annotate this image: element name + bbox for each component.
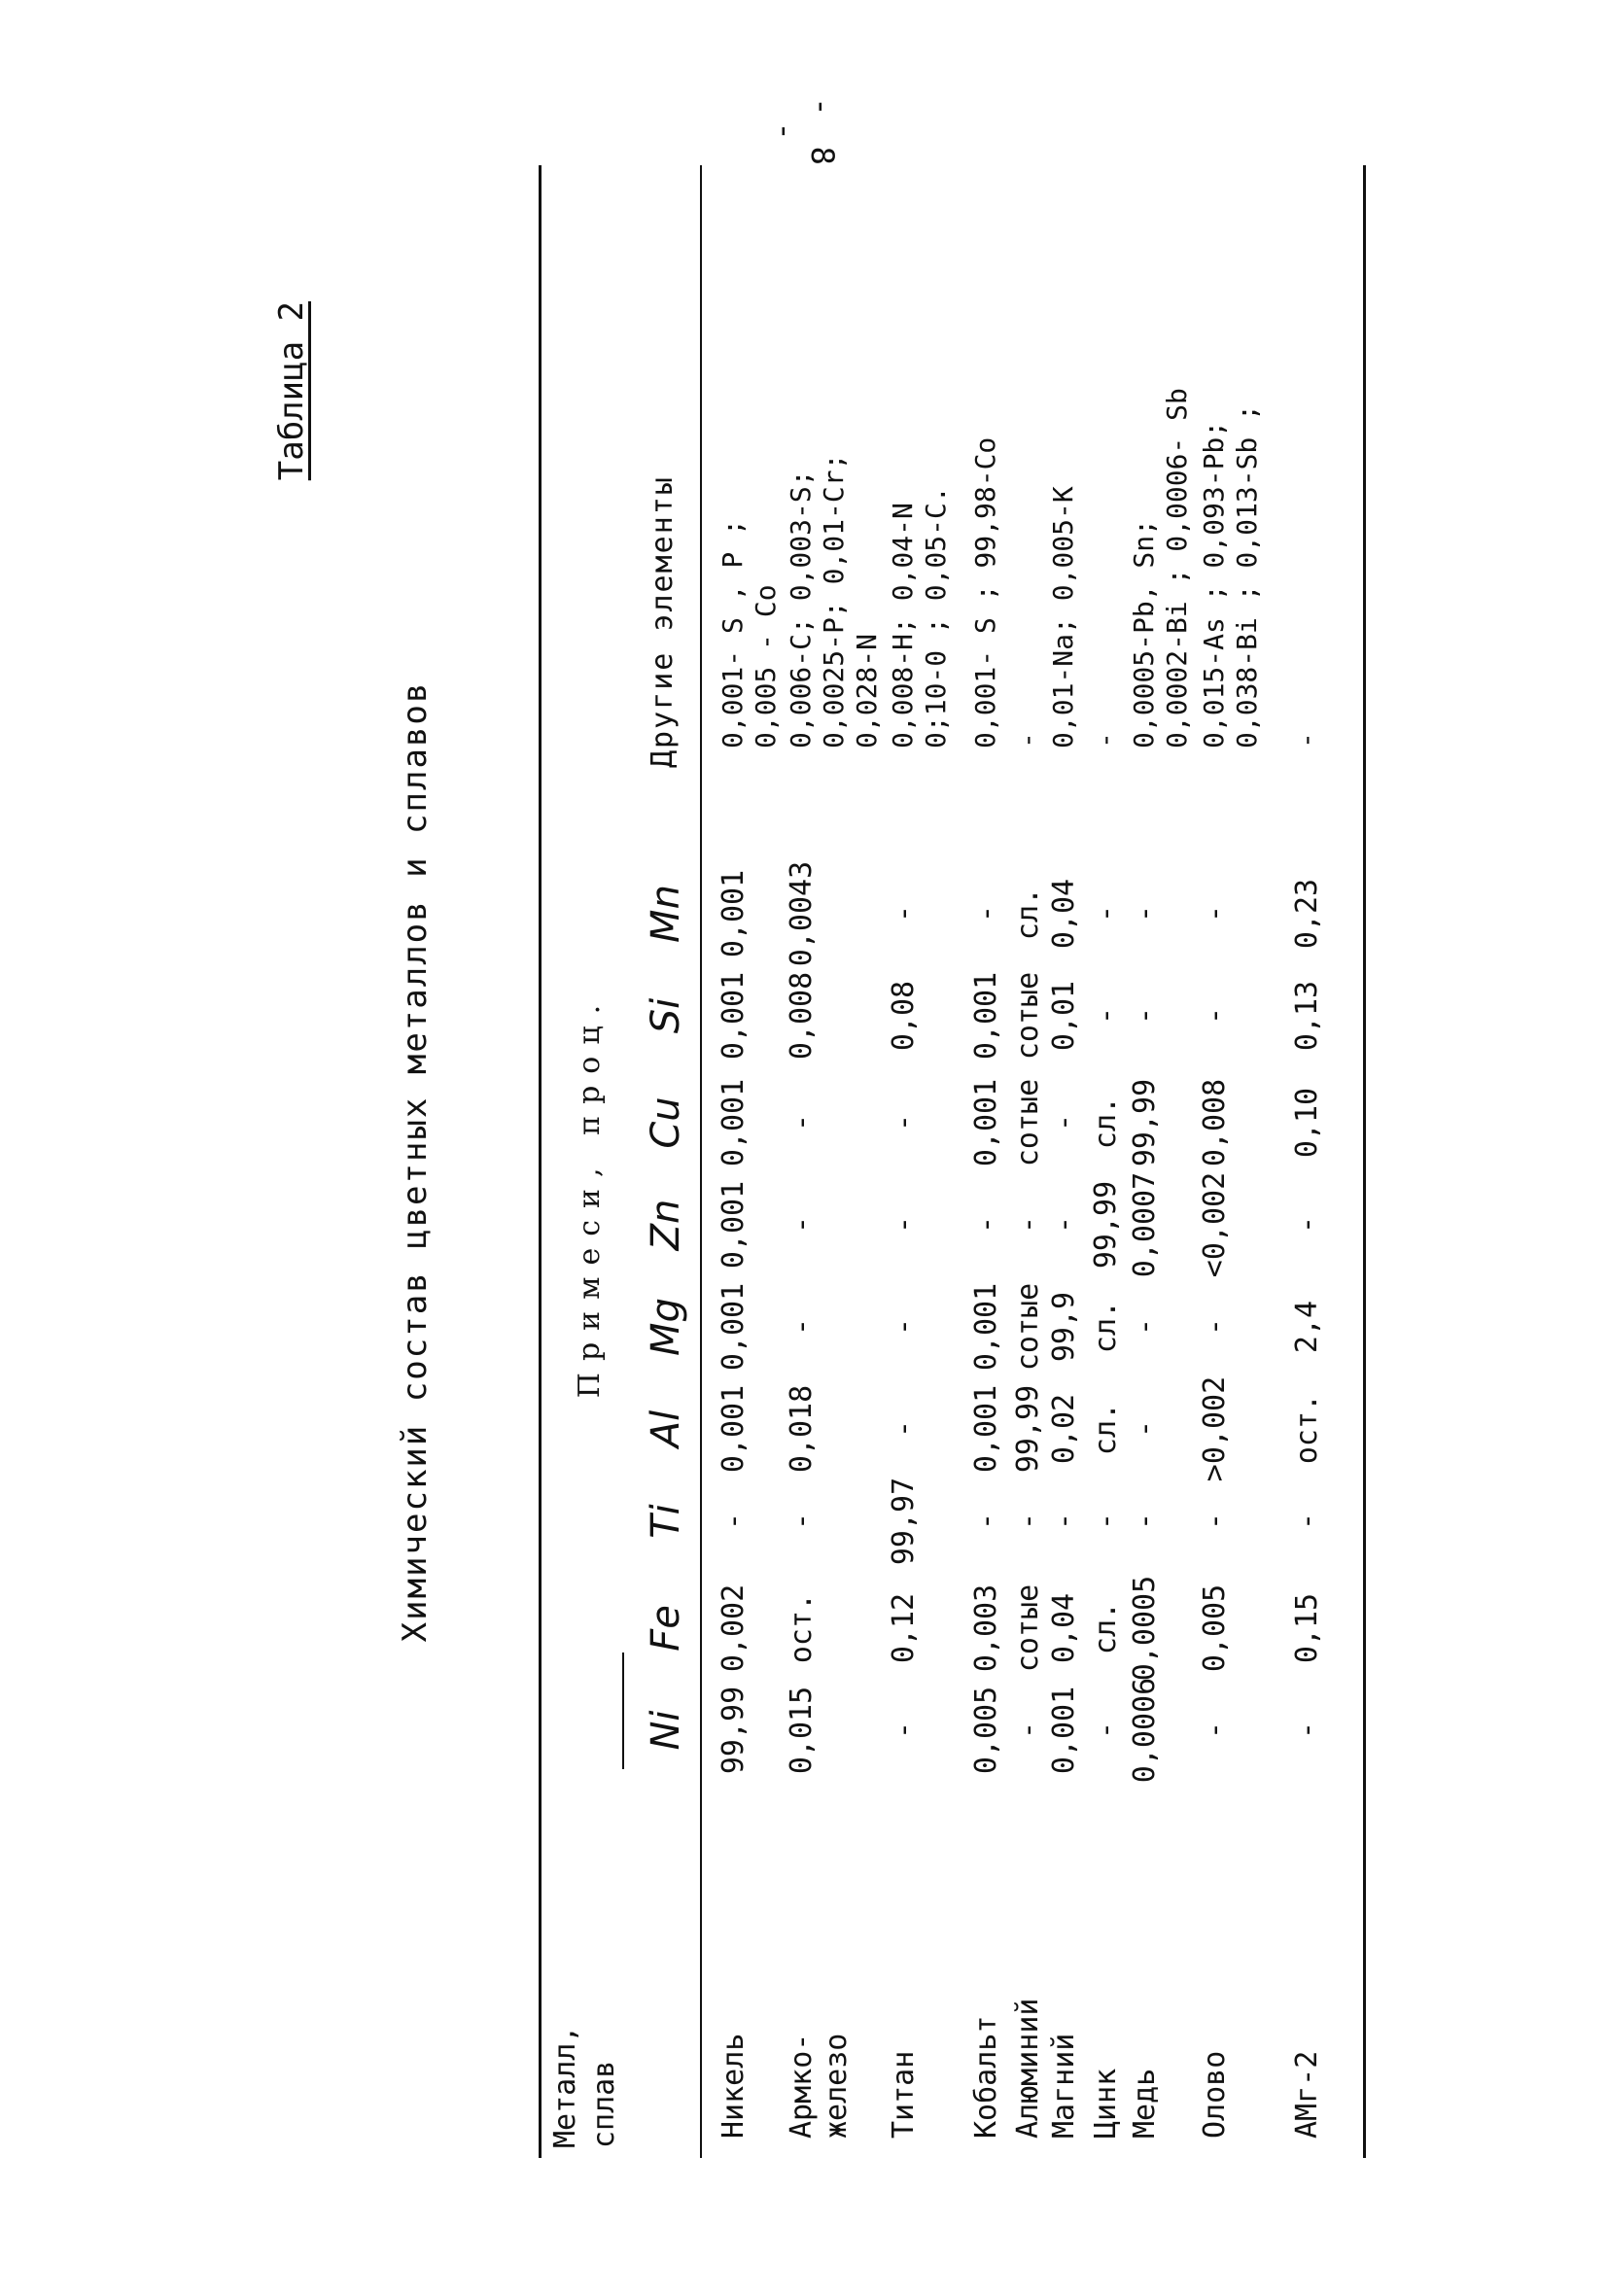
other-elements-header: Другие элементы [646,475,680,768]
bottom-rule [1363,165,1366,2158]
table-cell: 99,99 [1011,1384,1045,1474]
table-cell: 0,001 [717,1078,751,1167]
table-cell: 0,001 [969,1384,1003,1474]
metal-name: Кобальт [969,2015,1003,2139]
table-cell: - [887,1215,921,1235]
table-cell: 99,99 [1128,1078,1162,1167]
element-header: Zn [644,1199,688,1251]
table-cell: - [1089,1721,1123,1740]
table-cell: 0,0005 [1128,1575,1162,1682]
table-cell: 0,005 [969,1686,1003,1775]
element-header: Fe [644,1605,688,1652]
table-cell: сотые [1011,1583,1045,1673]
table-cell: 0,001 [717,1384,751,1474]
metal-name: Олово [1198,2050,1232,2139]
table-cell: >0,002 [1198,1375,1232,1482]
table-cell: 0,015 [785,1686,819,1775]
header-rule [700,165,702,2158]
table-cell: - [887,904,921,923]
metal-name: Алюминий [1011,1998,1045,2139]
table-cell: - [1290,1721,1324,1740]
table-cell: <0,002 [1198,1171,1232,1278]
table-cell: - [785,1317,819,1337]
table-cell: 0,10 [1290,1087,1324,1159]
other-elements-cell: - [1290,732,1322,748]
table-cell: 0,008 [1198,1078,1232,1167]
other-elements-cell: 0,001- S ; 99,98-Co [969,436,1001,748]
table-cell: 0,018 [785,1384,819,1474]
top-rule [539,165,542,2158]
table-cell: 0,23 [1290,878,1324,950]
table-cell: 2,4 [1290,1300,1324,1354]
table-cell: 0,12 [887,1592,921,1664]
table-cell: сл. [1089,1300,1123,1354]
other-elements-cell: 0,006-C; 0,003-S; 0,0025-P; 0,01-Cr; 0,028-N [785,453,883,748]
impurities-header: Примеси, проц. [573,992,607,1399]
metal-header: Металл, сплав [548,2025,621,2148]
table-cell: 0,001 [717,869,751,958]
table-cell: - [1128,1419,1162,1439]
table-cell: - [1128,1317,1162,1337]
impurity-group-rule-left [622,1652,624,1769]
table-cell: 0,15 [1290,1592,1324,1664]
table-cell: - [1047,1215,1081,1235]
table-cell: - [887,1419,921,1439]
table-cell: сотые [1011,971,1045,1061]
metal-name: Медь [1128,2068,1162,2139]
other-elements-cell: 0,008-H; 0,04-N 0;10-0 ; 0,05-C. [887,486,952,748]
element-header: Al [644,1409,688,1448]
table-cell: 0,001 [969,971,1003,1061]
metal-name: Никель [717,2033,751,2139]
element-header: Mn [644,885,688,943]
table-cell: 0,005 [1198,1583,1232,1673]
table-cell: - [1290,1215,1324,1235]
table-cell: - [785,1113,819,1132]
table-cell: - [1011,1215,1045,1235]
table-cell: 0,02 [1047,1393,1081,1465]
table-cell: сотые [1011,1282,1045,1372]
metal-name: АМг-2 [1290,2050,1324,2139]
element-header: Mg [644,1298,688,1356]
table-cell: - [1128,1512,1162,1531]
element-header: Si [644,997,688,1034]
table-cell: 99,99 [717,1686,751,1775]
other-elements-cell: 0,01-Na; 0,005-K [1047,486,1079,748]
table-cell: 0,04 [1047,878,1081,950]
other-elements-cell: 0,0005-Pb, Sn; 0,0002-Bi ; 0,0006- Sb [1128,388,1193,748]
table-cell: - [969,904,1003,923]
element-header: Cu [644,1096,688,1149]
table-cell: 99,9 [1047,1291,1081,1363]
table-number: Таблица 2 [272,301,311,481]
table-cell: - [1089,1006,1123,1026]
table-cell: 0,0043 [785,860,819,967]
table-cell: 0,001 [1047,1686,1081,1775]
table-cell: сотые [1011,1078,1045,1167]
table-cell: ост. [785,1592,819,1664]
table-cell: - [969,1215,1003,1235]
table-cell: - [887,1721,921,1740]
table-cell: - [887,1113,921,1132]
table-cell: сл. [1089,1096,1123,1150]
table-cell: сл. [1089,1402,1123,1456]
table-cell: 0,13 [1290,980,1324,1052]
table-cell: - [1128,1006,1162,1026]
page-number: - 8 - [767,97,841,171]
other-elements-cell: - [1011,732,1043,748]
table-cell: - [1198,1317,1232,1337]
other-elements-cell: - [1089,732,1121,748]
other-elements-cell: 0,001- S , P ; 0,005 - Co [717,518,782,748]
table-cell: - [887,1317,921,1337]
table-cell: - [1198,1006,1232,1026]
table-cell: сл. [1011,887,1045,941]
metal-name: Армко- железо [785,2033,854,2139]
element-header: Ti [644,1504,688,1539]
table-cell: - [1089,1512,1123,1531]
table-cell: 99,97 [887,1477,921,1566]
table-cell: 0,01 [1047,980,1081,1052]
table-cell: - [1128,904,1162,923]
element-header: Ni [644,1710,688,1751]
metal-name: Титан [887,2050,921,2139]
table-cell: 0,08 [887,980,921,1052]
table-cell: 0,008 [785,971,819,1061]
table-cell: 0,001 [717,971,751,1061]
table-cell: - [1011,1721,1045,1740]
table-cell: - [785,1215,819,1235]
table-title: Химический состав цветных металлов и сплавов [396,680,435,1643]
table-cell: 99,99 [1089,1180,1123,1270]
metal-name: Магний [1047,2033,1081,2139]
table-cell: 0,0006 [1128,1677,1162,1784]
table-cell: 0,001 [717,1282,751,1372]
table-cell: - [1198,1721,1232,1740]
table-cell: - [1011,1512,1045,1531]
table-cell: 0,001 [969,1078,1003,1167]
table-cell: - [785,1512,819,1531]
table-cell: - [1089,904,1123,923]
table-cell: - [1198,904,1232,923]
table-cell: - [1290,1512,1324,1531]
table-cell: - [1047,1113,1081,1132]
table-cell: - [1198,1512,1232,1531]
table-cell: сл. [1089,1601,1123,1655]
other-elements-cell: 0,015-As ; 0,093-Pb; 0,038-Bi ; 0,013-Sb ; [1198,403,1263,748]
table-cell: 0,003 [969,1583,1003,1673]
table-cell: ост. [1290,1393,1324,1465]
table-cell: - [717,1512,751,1531]
table-sheet [226,146,1470,2177]
metal-name: Цинк [1089,2068,1123,2139]
table-cell: 0,0007 [1128,1171,1162,1278]
table-cell: 0,001 [717,1180,751,1270]
table-cell: - [1047,1512,1081,1531]
table-cell: 0,002 [717,1583,751,1673]
table-cell: 0,001 [969,1282,1003,1372]
table-cell: - [969,1512,1003,1531]
table-cell: 0,04 [1047,1592,1081,1664]
